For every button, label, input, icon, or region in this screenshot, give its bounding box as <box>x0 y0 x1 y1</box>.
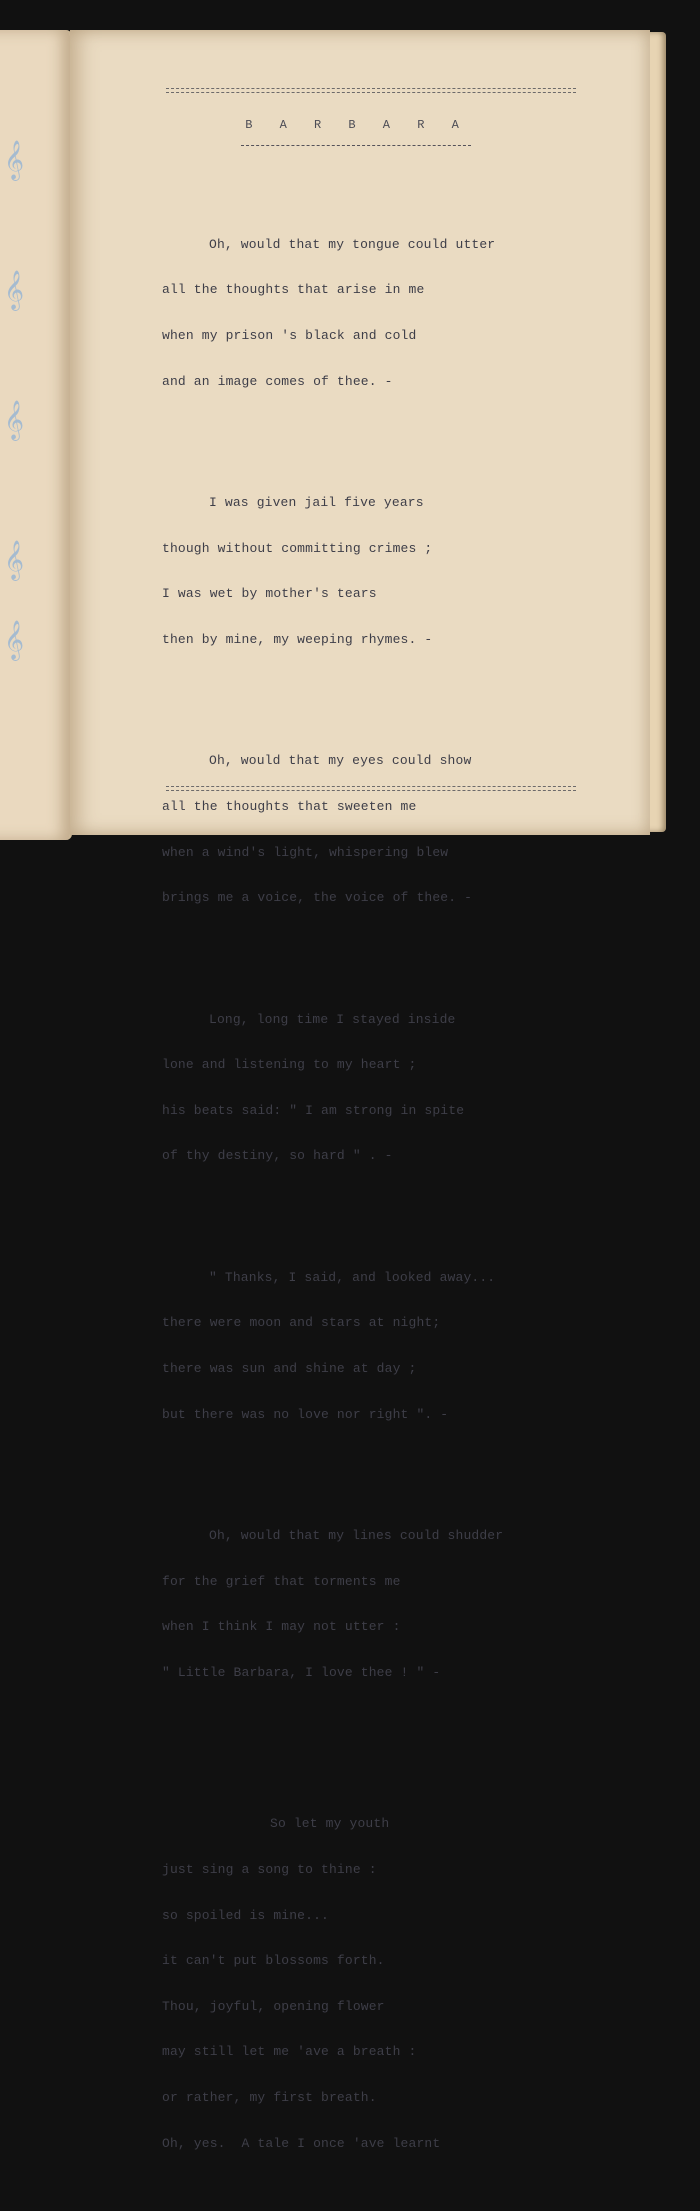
poem-line: Oh, would that my lines could shudder <box>209 1528 504 1544</box>
poem-line: for the grief that torments me <box>162 1573 401 1589</box>
poem-line: there was sun and shine at day ; <box>162 1361 417 1377</box>
poem-line: just sing a song to thine : <box>162 1861 377 1877</box>
poem-line: " Thanks, I said, and looked away... <box>209 1269 496 1285</box>
stanza <box>162 1498 562 1711</box>
poem-title: B A R B A R A <box>245 118 469 132</box>
treble-clef-icon: 𝄞 <box>4 620 25 660</box>
poem-line: of thy destiny, so hard " . - <box>162 1148 393 1164</box>
poem-line: So let my youth <box>270 1816 390 1832</box>
poem-line: all the thoughts that arise in me <box>162 282 425 298</box>
poem-line: I was wet by mother's tears <box>162 586 377 602</box>
poem-line: Thou, joyful, opening flower <box>162 1998 385 2014</box>
poem-line: when a wind's light, whispering blew <box>162 844 449 860</box>
poem-line: " Little Barbara, I love thee ! " - <box>162 1664 441 1680</box>
poem-line: or rather, my first breath. <box>162 2089 377 2105</box>
poem-line: may still let me 'ave a breath : <box>162 2044 417 2060</box>
previous-page-edge <box>0 30 72 840</box>
poem-line: Oh, yes. A tale I once 'ave learnt <box>162 2135 441 2151</box>
poem-line: Oh, would that my tongue could utter <box>209 236 496 252</box>
poem-line: Long, long time I stayed inside <box>209 1011 456 1027</box>
poem-line: brings me a voice, the voice of thee. - <box>162 890 473 906</box>
poem-body <box>162 176 562 2211</box>
poem-line: then by mine, my weeping rhymes. - <box>162 631 433 647</box>
poem-line: it can't put blossoms forth. <box>162 1953 385 1969</box>
poem-line: I was given jail five years <box>209 495 424 511</box>
stanza <box>162 465 562 678</box>
treble-clef-icon: 𝄞 <box>4 400 25 440</box>
poem-line: so spoiled is mine... <box>162 1907 329 1923</box>
treble-clef-icon: 𝄞 <box>4 270 25 310</box>
music-staff-marks <box>0 30 60 840</box>
poem-line: all the thoughts that sweeten me <box>162 798 417 814</box>
poem-line: though without committing crimes ; <box>162 540 433 556</box>
stanza <box>162 723 562 936</box>
stanza <box>162 1786 562 2181</box>
poem-line: but there was no love nor right ". - <box>162 1406 449 1422</box>
poem-line: when my prison 's black and cold <box>162 328 417 344</box>
stanza <box>162 981 562 1194</box>
bottom-divider <box>166 786 576 791</box>
poem-line: lone and listening to my heart ; <box>162 1057 417 1073</box>
treble-clef-icon: 𝄞 <box>4 140 25 180</box>
stanza <box>162 206 562 419</box>
top-divider <box>166 88 576 93</box>
poem-line: Oh, would that my eyes could show <box>209 753 472 769</box>
title-underline <box>241 145 471 146</box>
poem-line: his beats said: " I am strong in spite <box>162 1102 465 1118</box>
poem-line: there were moon and stars at night; <box>162 1315 441 1331</box>
poem-line: and an image comes of thee. - <box>162 373 393 389</box>
treble-clef-icon: 𝄞 <box>4 540 25 580</box>
poem-line: when I think I may not utter : <box>162 1619 401 1635</box>
stanza <box>162 1239 562 1452</box>
